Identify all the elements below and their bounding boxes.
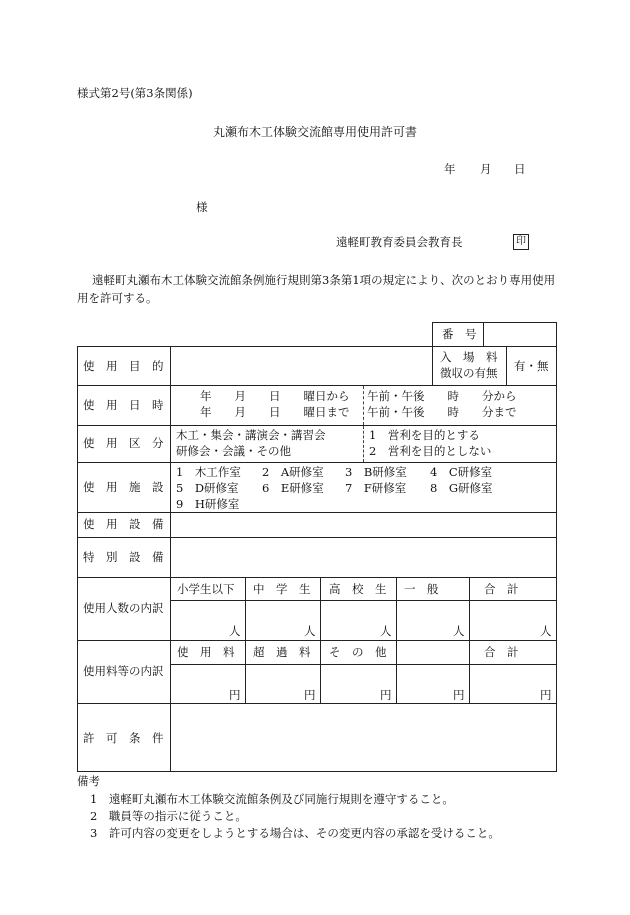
profit-line-1: 1 営利を目的とする <box>369 428 480 442</box>
category-label: 使 用 区 分 <box>83 436 164 450</box>
datetime-dashed-divider <box>363 386 364 425</box>
label-column-divider <box>170 346 171 772</box>
category-line-2: 研修会・会議・その他 <box>176 444 291 458</box>
facility-option: 1 木工作室 <box>176 465 241 479</box>
fee-breakdown-label: 使用料等の内訳 <box>83 664 164 678</box>
fee-header-divider <box>170 664 557 665</box>
row-divider <box>77 462 557 463</box>
facility-option: 4 C研修室 <box>430 465 493 479</box>
row-divider <box>77 537 557 538</box>
facility-option: 9 H研修室 <box>176 497 240 511</box>
row-divider <box>77 425 557 426</box>
note-item: 1 遠軽町丸瀬布木工体験交流館条例及び同施行規則を遵守すること。 <box>90 792 454 806</box>
row-divider <box>77 640 557 641</box>
people-col-divider <box>320 577 321 640</box>
people-col-divider <box>469 577 470 640</box>
facility-option: 6 E研修室 <box>262 481 324 495</box>
date-day: 日 <box>514 162 526 176</box>
row-divider <box>77 385 557 386</box>
time-from: 午前・午後 時 分から <box>367 389 517 403</box>
fee-label-line-1: 入 場 料 <box>440 350 498 364</box>
form-number: 様式第2号(第3条関係) <box>77 86 193 100</box>
fee-col-divider <box>396 640 397 703</box>
table-right-border <box>556 322 557 772</box>
people-header: 小学生以下 <box>177 582 235 596</box>
fee-unit: 円 <box>540 688 552 702</box>
number-box-left-border <box>432 322 433 386</box>
facility-option: 2 A研修室 <box>262 465 324 479</box>
people-label: 使用人数の内訳 <box>83 601 164 615</box>
issuer: 遠軽町教育委員会教育長 <box>336 235 463 249</box>
page-title: 丸瀬布木工体験交流館専用使用許可書 <box>213 125 418 139</box>
people-unit: 人 <box>453 624 465 638</box>
date-from: 年 月 日 曜日から <box>200 389 350 403</box>
people-header-divider <box>170 600 557 601</box>
date-year: 年 <box>444 162 456 176</box>
number-box-top-border <box>432 322 557 323</box>
people-header: 中 学 生 <box>253 582 311 596</box>
datetime-label: 使 用 日 時 <box>83 398 164 412</box>
fee-col-divider <box>320 640 321 703</box>
people-unit: 人 <box>380 624 392 638</box>
date-month: 月 <box>480 162 492 176</box>
category-line-1: 木工・集会・講演会・講習会 <box>176 428 326 442</box>
category-dashed-divider <box>363 426 364 462</box>
date-to: 年 月 日 曜日まで <box>200 405 350 419</box>
intro-line-2: 用を許可する。 <box>77 291 158 305</box>
people-col-divider <box>245 577 246 640</box>
number-box-divider <box>483 322 484 346</box>
facility-label: 使 用 施 設 <box>83 480 164 494</box>
people-col-divider <box>396 577 397 640</box>
special-equipment-label: 特 別 設 備 <box>83 550 164 564</box>
people-unit: 人 <box>540 624 552 638</box>
note-item: 2 職員等の指示に従うこと。 <box>90 809 247 823</box>
fee-unit: 円 <box>229 688 241 702</box>
time-to: 午前・午後 時 分まで <box>367 405 517 419</box>
fee-col-divider <box>469 640 470 703</box>
note-item: 3 許可内容の変更をしようとする場合は、その変更内容の承認を受けること。 <box>90 826 500 840</box>
people-header: 合 計 <box>484 582 519 596</box>
intro-line-1: 遠軽町丸瀬布木工体験交流館条例施行規則第3条第1項の規定により、次のとおり専用使用 <box>92 273 556 287</box>
table-top-border <box>77 346 557 347</box>
table-bottom-border <box>77 771 557 772</box>
purpose-label: 使 用 目 的 <box>83 359 164 373</box>
addressee-suffix: 様 <box>196 200 208 214</box>
facility-option: 3 B研修室 <box>345 465 407 479</box>
fee-unit: 円 <box>453 688 465 702</box>
fee-header: そ の 他 <box>329 645 387 659</box>
conditions-label: 許 可 条 件 <box>83 731 164 745</box>
fee-header: 合 計 <box>484 645 519 659</box>
number-label: 番 号 <box>442 327 477 341</box>
facility-option: 5 D研修室 <box>176 481 239 495</box>
fee-label-line-2: 徴収の有無 <box>440 366 498 380</box>
equipment-label: 使 用 設 備 <box>83 517 164 531</box>
row-divider <box>77 577 557 578</box>
fee-options: 有・無 <box>514 359 549 373</box>
profit-line-2: 2 営利を目的としない <box>369 444 492 458</box>
fee-header: 使 用 料 <box>177 645 235 659</box>
seal-box: 印 <box>513 234 529 250</box>
notes-heading: 備考 <box>77 774 100 788</box>
people-header: 一 般 <box>404 582 439 596</box>
facility-option: 7 F研修室 <box>345 481 407 495</box>
fee-col-divider <box>245 640 246 703</box>
people-unit: 人 <box>229 624 241 638</box>
people-unit: 人 <box>304 624 316 638</box>
fee-header: 超 過 料 <box>253 645 311 659</box>
table-left-border <box>77 346 78 772</box>
row-divider <box>77 512 557 513</box>
fee-unit: 円 <box>304 688 316 702</box>
fee-box-divider <box>506 346 507 386</box>
people-header: 高 校 生 <box>329 582 387 596</box>
row-divider <box>77 703 557 704</box>
fee-unit: 円 <box>380 688 392 702</box>
facility-option: 8 G研修室 <box>430 481 493 495</box>
